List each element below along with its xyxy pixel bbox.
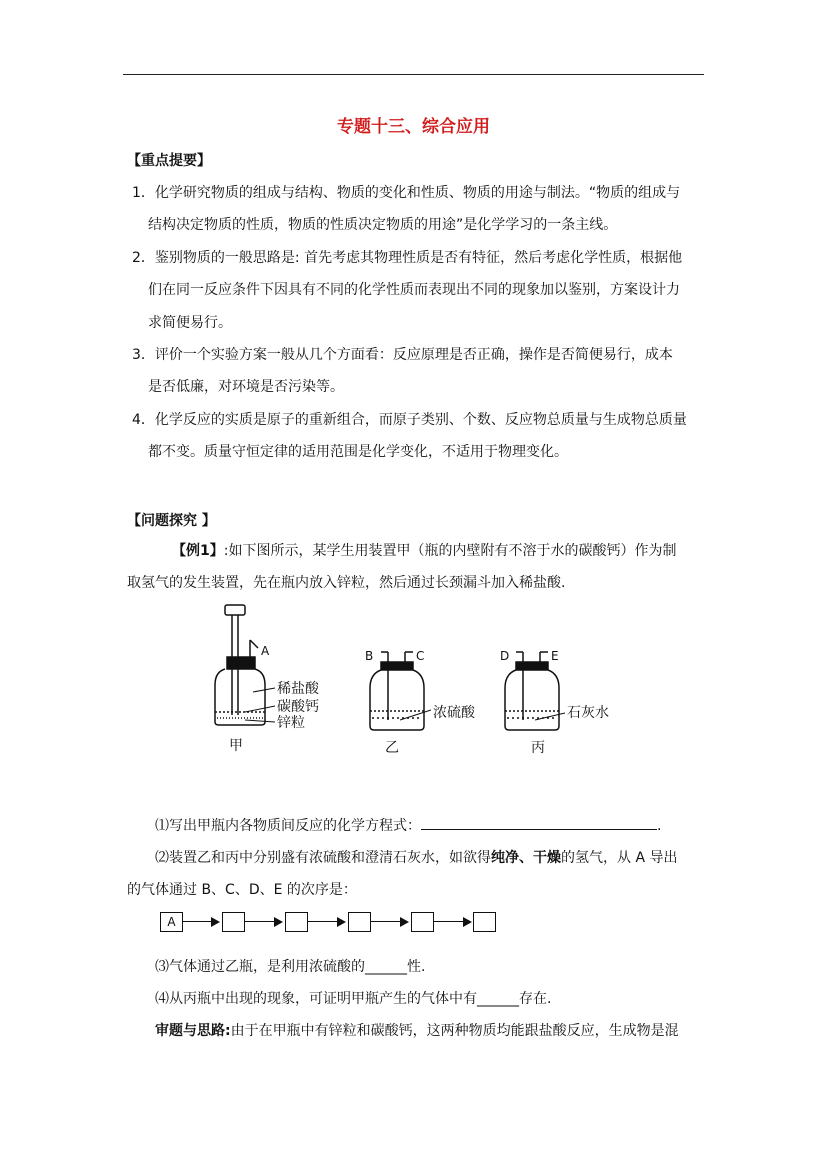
flow-arrow-head bbox=[400, 917, 409, 927]
flow-box[interactable] bbox=[473, 912, 496, 932]
flow-arrow bbox=[308, 921, 337, 922]
flow-box-start: A bbox=[160, 912, 183, 932]
example-line-1 bbox=[172, 541, 676, 561]
flow-arrow-head bbox=[211, 917, 220, 927]
flow-arrow-head bbox=[463, 917, 472, 927]
apparatus-caption: 乙 bbox=[385, 740, 399, 756]
port-label: A bbox=[261, 644, 270, 658]
analysis-line bbox=[155, 1021, 679, 1041]
example-text: :如下图所示，某学生用装置甲（瓶的内壁附有不溶于水的碳酸钙）作为制 bbox=[223, 543, 677, 559]
question-1-text: ⑴写出甲瓶内各物质间反应的化学方程式： bbox=[155, 818, 421, 834]
answer-blank[interactable] bbox=[421, 815, 657, 830]
analysis-text: 由于在甲瓶中有锌粒和碳酸钙，这两种物质均能跟盐酸反应，生成物是混 bbox=[230, 1023, 679, 1039]
reagent-label: 稀盐酸 bbox=[277, 681, 319, 697]
flow-box[interactable] bbox=[348, 912, 371, 932]
flow-arrow-head bbox=[274, 917, 283, 927]
question-1 bbox=[155, 815, 661, 836]
key-point-line: 们在同一反应条件下因具有不同的化学性质而表现出不同的现象加以鉴别，方案设计力 bbox=[148, 282, 680, 298]
apparatus-yi bbox=[370, 652, 431, 730]
port-label: D bbox=[500, 649, 510, 663]
example-label: 【例1】 bbox=[172, 543, 224, 559]
key-point-line: 结构决定物质的性质，物质的性质决定物质的用途”是化学学习的一条主线。 bbox=[148, 217, 618, 233]
key-point-line: 求简便易行。 bbox=[148, 315, 232, 331]
port-label: E bbox=[551, 649, 559, 663]
flow-box[interactable] bbox=[411, 912, 434, 932]
question-2-text: ⑵装置乙和丙中分别盛有浓硫酸和澄清石灰水，如欲得 bbox=[155, 850, 491, 866]
reagent-label: 浓硫酸 bbox=[433, 705, 475, 721]
flow-arrow-head bbox=[337, 917, 346, 927]
reagent-label: 石灰水 bbox=[567, 705, 609, 721]
flow-box[interactable] bbox=[222, 912, 245, 932]
key-point-line: 是否低廉，对环境是否污染等。 bbox=[148, 379, 344, 395]
apparatus-caption: 甲 bbox=[229, 738, 243, 754]
port-label: B bbox=[365, 649, 374, 663]
key-point-line: 3．评价一个实验方案一般从几个方面看：反应原理是否正确，操作是否简便易行，成本 bbox=[132, 347, 673, 363]
analysis-label: 审题与思路: bbox=[155, 1023, 231, 1039]
question-2-line-1 bbox=[155, 848, 677, 868]
page-title: 专题十三、综合应用 bbox=[337, 117, 490, 137]
key-point-line: 4．化学反应的实质是原子的重新组合，而原子类别、个数、反应物总质量与生成物总质量 bbox=[132, 412, 687, 428]
flow-arrow bbox=[371, 921, 400, 922]
key-point-line: 2．鉴别物质的一般思路是: 首先考虑其物理性质是否有特征，然后考虑化学性质，根据他 bbox=[132, 250, 683, 266]
port-label: C bbox=[416, 649, 425, 663]
question-3: ⑶气体通过乙瓶，是利用浓硫酸的______性. bbox=[155, 959, 426, 975]
flow-arrow bbox=[183, 921, 211, 922]
example-line-2: 取氢气的发生装置，先在瓶内放入锌粒，然后通过长颈漏斗加入稀盐酸. bbox=[127, 575, 566, 591]
question-1-end: . bbox=[657, 818, 662, 834]
section-heading-key-points: 【重点提要】 bbox=[127, 153, 211, 169]
apparatus-diagram bbox=[195, 600, 635, 765]
key-point-line: 都不变。质量守恒定律的适用范围是化学变化，不适用于物理变化。 bbox=[148, 444, 568, 460]
header-rule bbox=[123, 74, 704, 75]
key-point-line: 1．化学研究物质的组成与结构、物质的变化和性质、物质的用途与制法。“物质的组成与 bbox=[132, 185, 681, 201]
flow-arrow bbox=[434, 921, 463, 922]
question-2-text-end: 的氢气，从 A 导出 bbox=[561, 850, 678, 866]
question-2-line-2: 的气体通过 B、C、D、E 的次序是： bbox=[127, 882, 357, 898]
section-heading-problem: 【问题探究 】 bbox=[127, 513, 216, 529]
question-4: ⑷从丙瓶中出现的现象，可证明甲瓶产生的气体中有______存在. bbox=[155, 991, 552, 1007]
flow-box[interactable] bbox=[285, 912, 308, 932]
question-2-emphasis: 纯净、干燥 bbox=[491, 850, 561, 866]
flow-arrow bbox=[245, 921, 274, 922]
reagent-label: 锌粒 bbox=[277, 715, 305, 731]
apparatus-caption: 丙 bbox=[531, 740, 545, 756]
apparatus-bing bbox=[505, 652, 565, 730]
apparatus-jia bbox=[215, 605, 275, 725]
reagent-label: 碳酸钙 bbox=[277, 699, 319, 715]
